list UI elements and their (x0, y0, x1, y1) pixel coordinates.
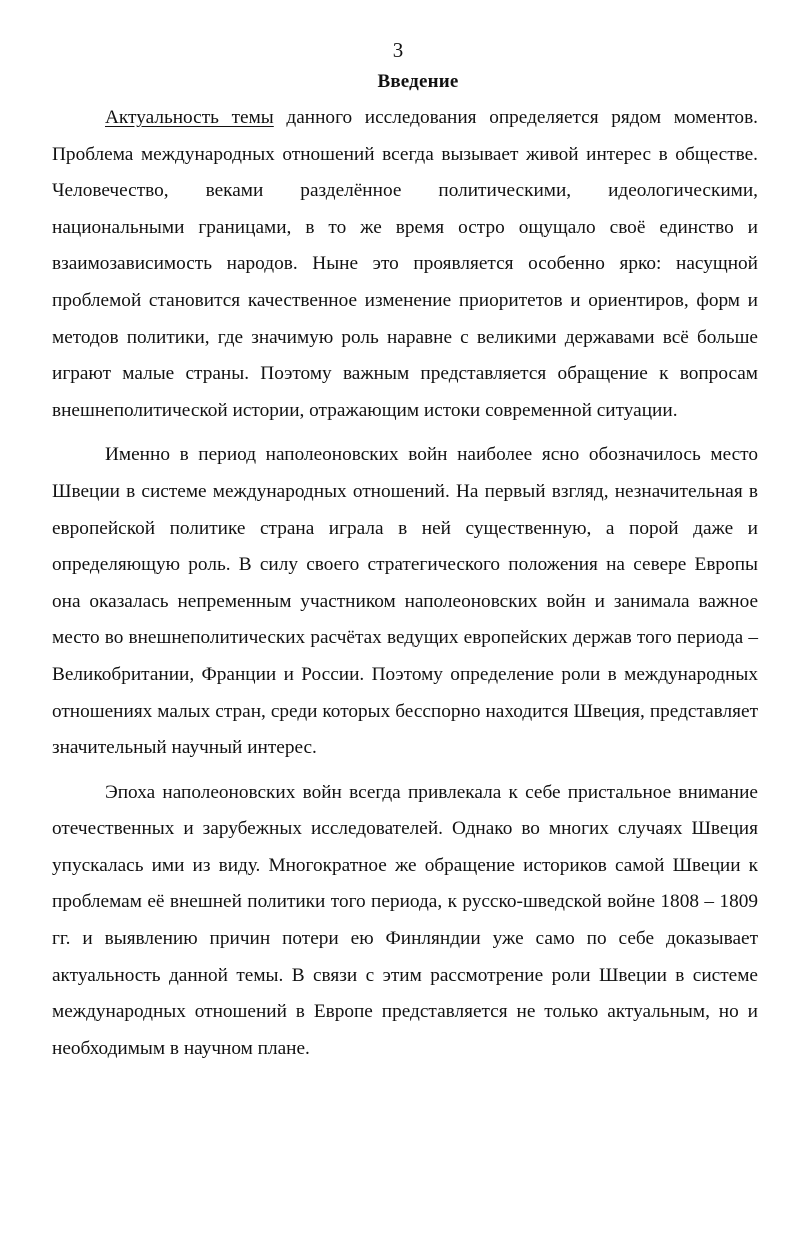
paragraph-relevance (52, 100, 758, 429)
paragraph-sweden-role (52, 437, 758, 766)
section-heading: Введение (377, 71, 459, 92)
paragraph-text: Именно в период наполеоновских войн наиболее ясно обозначилось место Швеции в системе международных отношений. На первый взгляд, незначительная в европейской политике страна играла в ней существенную, а порой даже и определяющую роль. В силу своего стратегического положения на севере Европы она оказалась непременным участником наполеоновских войн и занимала важное место во внешнеполитических расчётах ведущих европейских держав того периода – Великобритании, Франции и России. Поэтому определение роли в международных отношениях малых стран, среди которых бесспорно находится Швеция, представляет значительный научный интерес. (52, 444, 758, 759)
body-text (52, 100, 758, 1075)
paragraph-text: данного исследования определяется рядом моментов. Проблема международных отношений всегда вызывает живой интерес в обществе. Человечество, веками разделённое политическими, идеологическими, национальными границами, в то же время остро ощущало своё единство и взаимозависимость народов. Ныне это проявляется особенно ярко: насущной проблемой становится качественное изменение приоритетов и ориентиров, форм и методов политики, где значимую роль наравне с великими державами всё больше играют малые страны. Поэтому важным представляется обращение к вопросам внешнеполитической истории, отражающим истоки современной ситуации. (52, 107, 759, 421)
paragraph-historiography (52, 775, 758, 1068)
underlined-term: Актуальность темы (105, 107, 274, 128)
page-number: 3 (392, 38, 404, 62)
paragraph-text: Эпоха наполеоновских войн всегда привлекала к себе пристальное внимание отечественных и зарубежных исследователей. Однако во многих случаях Швеция упускалась ими из виду. Многократное же обращение историков самой Швеции к проблемам её внешней политики того периода, к русско-шведской войне 1808 – 1809 гг. и выявлению причин потери ею Финляндии уже само по себе доказывает актуальность данной темы. В связи с этим рассмотрение роли Швеции в системе международных отношений в Европе представляется не только актуальным, но и необходимым в научном плане. (52, 781, 758, 1059)
